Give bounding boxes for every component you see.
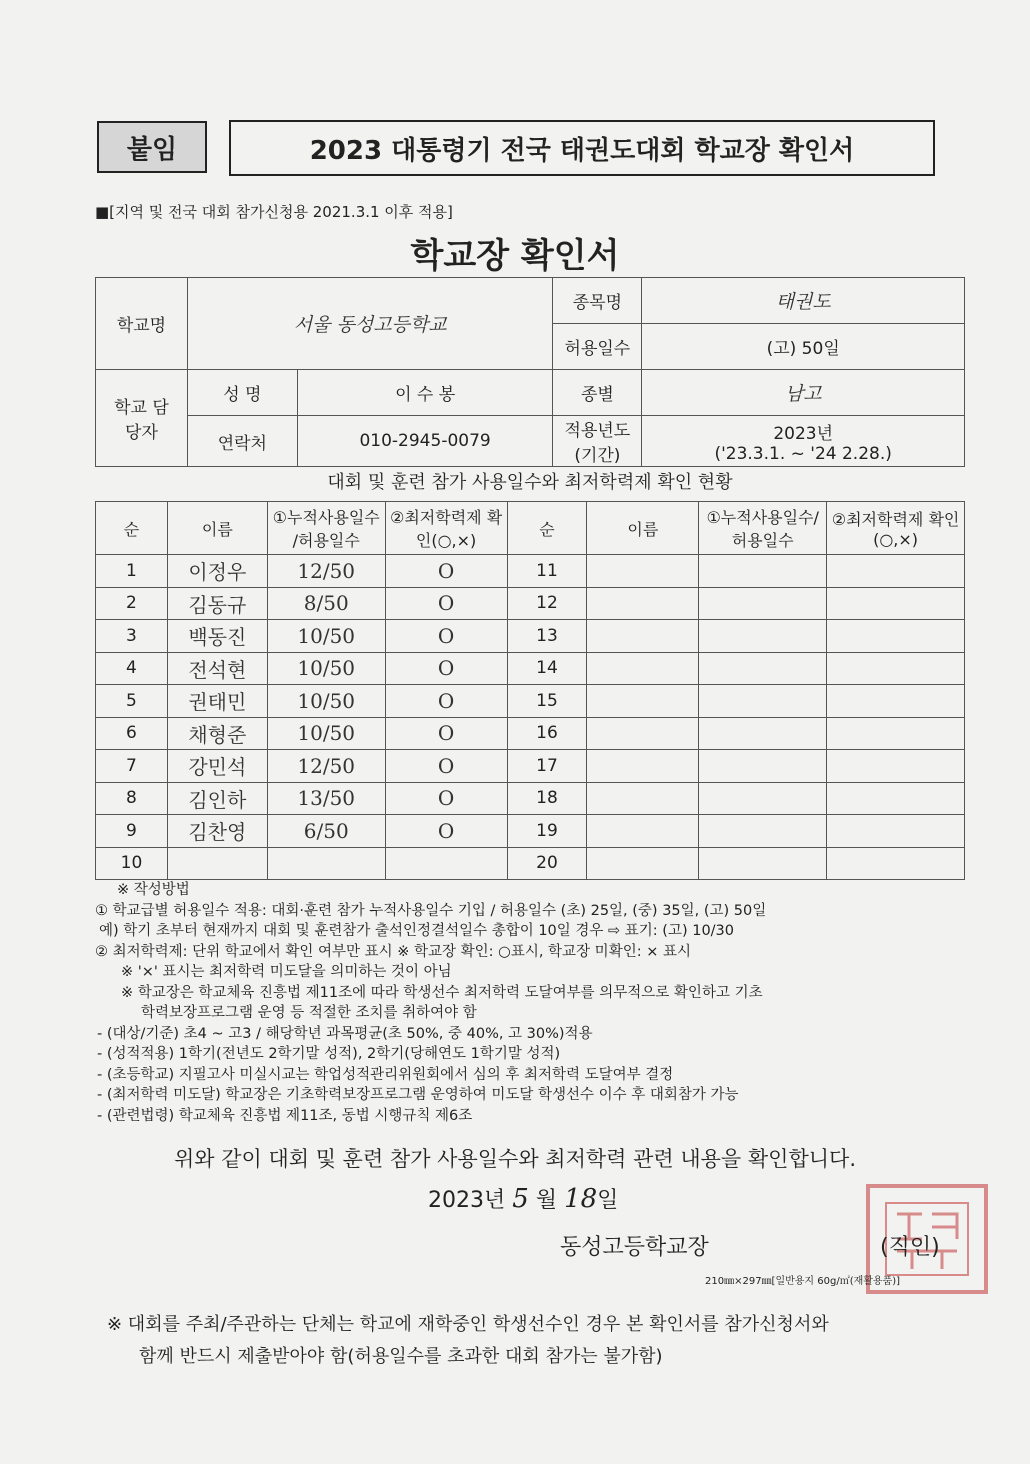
note-1b: 예) 학기 초부터 현재까지 대회 및 훈련참가 출석인정결석일수 총합이 10일 경우 ⇨ 표기: (고) 10/30	[99, 923, 735, 939]
row-name: 이정우	[167, 555, 267, 588]
row-name-right	[587, 652, 699, 685]
row-days: 10/50	[267, 717, 385, 750]
row-name: 김인하	[167, 782, 267, 815]
header-days-right: ①누적사용일수/ 허용일수	[699, 502, 827, 555]
row-min	[385, 847, 507, 880]
row-no-right: 14	[507, 652, 587, 685]
table-row	[96, 685, 965, 718]
row-name: 백동진	[167, 620, 267, 653]
row-name: 김찬영	[167, 815, 267, 848]
header-min-right: ②최저학력제 확인(○,×)	[827, 502, 965, 555]
row-days-right	[699, 555, 827, 588]
row-days-right	[699, 652, 827, 685]
footer-line-1: ※ 대회를 주최/주관하는 단체는 학교에 재학중인 학생선수인 경우 본 확인서를 참가신청서와	[107, 1314, 829, 1335]
row-min-right	[827, 847, 965, 880]
row-days-right	[699, 620, 827, 653]
note-2: ② 최저학력제: 단위 학교에서 확인 여부만 표시 ※ 학교장 확인: ○표시, 학교장 미확인: × 표시	[95, 943, 691, 960]
row-days: 12/50	[267, 555, 385, 588]
row-name-right	[587, 587, 699, 620]
manager-name-label: 성 명	[187, 370, 297, 416]
date-day-label: 일	[597, 1188, 619, 1213]
table-row	[96, 587, 965, 620]
row-min-right	[827, 555, 965, 588]
row-days-right	[699, 847, 827, 880]
row-name-right	[587, 555, 699, 588]
school-name-label: 학교명	[96, 278, 188, 370]
row-name: 전석현	[167, 652, 267, 685]
row-days-right	[699, 587, 827, 620]
event-label: 종목명	[553, 278, 642, 324]
row-name: 강민석	[167, 750, 267, 783]
footer-line-2: 함께 반드시 제출받아야 함(허용일수를 초과한 대회 참가는 불가함)	[139, 1346, 663, 1367]
row-name: 권태민	[167, 685, 267, 718]
year-label: 적용년도 (기간)	[553, 416, 642, 467]
row-no-right: 16	[507, 717, 587, 750]
date-month: 5	[512, 1184, 529, 1214]
row-name-right	[587, 717, 699, 750]
row-no-right: 19	[507, 815, 587, 848]
note-1a: ① 학교급별 허용일수 적용: 대회·훈련 참가 누적사용일수 기입 / 허용일수 (초) 25일, (중) 35일, (고) 50일	[95, 902, 767, 919]
school-name-value: 서울 동성고등학교	[187, 278, 553, 370]
row-no-right: 12	[507, 587, 587, 620]
row-days-right	[699, 685, 827, 718]
row-name: 채형준	[167, 717, 267, 750]
attachment-badge: 붙임	[97, 121, 207, 173]
header-min: ②최저학력제 확인(○,×)	[385, 502, 507, 555]
row-min-right	[827, 782, 965, 815]
contact-value: 010-2945-0079	[297, 416, 553, 467]
row-min-right	[827, 587, 965, 620]
row-name-right	[587, 685, 699, 718]
school-info-table	[95, 277, 965, 467]
row-no-right: 15	[507, 685, 587, 718]
row-days: 12/50	[267, 750, 385, 783]
table-row	[96, 750, 965, 783]
header-name: 이름	[167, 502, 267, 555]
principal-title: 동성고등학교장	[560, 1235, 709, 1260]
row-days: 13/50	[267, 782, 385, 815]
row-days: 6/50	[267, 815, 385, 848]
row-name-right	[587, 815, 699, 848]
paper-spec: 210㎜×297㎜[일반용지 60g/㎡(재활용품)]	[705, 1276, 901, 1287]
year-period: ('23.3.1. ~ '24 2.28.)	[714, 443, 892, 464]
row-min-right	[827, 815, 965, 848]
header-days: ①누적사용일수 /허용일수	[267, 502, 385, 555]
row-min: O	[385, 587, 507, 620]
row-name: 김동규	[167, 587, 267, 620]
row-no: 9	[96, 815, 168, 848]
event-value: 태권도	[642, 278, 965, 324]
header-no: 순	[96, 502, 168, 555]
category-value: 남고	[642, 370, 965, 416]
row-min-right	[827, 652, 965, 685]
header-no-right: 순	[507, 502, 587, 555]
row-no: 2	[96, 587, 168, 620]
row-days-right	[699, 750, 827, 783]
row-min-right	[827, 620, 965, 653]
manager-label: 학교 담당자	[96, 370, 188, 467]
manager-name-value: 이 수 봉	[297, 370, 553, 416]
header-name-right: 이름	[587, 502, 699, 555]
athlete-list-table	[95, 501, 965, 880]
row-min: O	[385, 620, 507, 653]
row-no: 1	[96, 555, 168, 588]
allowed-days-value: (고) 50일	[642, 324, 965, 370]
confirmation-statement: 위와 같이 대회 및 훈련 참가 사용일수와 최저학력 관련 내용을 확인합니다.	[173, 1147, 856, 1171]
row-no: 10	[96, 847, 168, 880]
table-row	[96, 717, 965, 750]
row-min-right	[827, 685, 965, 718]
note-4a: ※ 학교장은 학교체육 진흥법 제11조에 따라 학생선수 최저학력 도달여부를 의무적으로 확인하고 기초	[121, 984, 763, 1001]
row-no: 4	[96, 652, 168, 685]
document-header-title: 2023 대통령기 전국 태권도대회 학교장 확인서	[229, 120, 935, 176]
list-title: 대회 및 훈련 참가 사용일수와 최저학력제 확인 현황	[327, 472, 733, 493]
table-row	[96, 782, 965, 815]
row-no: 7	[96, 750, 168, 783]
date-year: 2023년	[428, 1188, 506, 1213]
category-label: 종별	[553, 370, 642, 416]
writing-instructions	[95, 880, 975, 1126]
detail-3: - (초등학교) 지필고사 미실시교는 학업성적관리위원회에서 심의 후 최저학력 도달여부 결정	[97, 1066, 674, 1083]
year-cell	[642, 416, 965, 467]
row-no: 5	[96, 685, 168, 718]
table-row	[96, 847, 965, 880]
row-name	[167, 847, 267, 880]
date-month-label: 월	[535, 1188, 558, 1213]
row-days-right	[699, 717, 827, 750]
row-days-right	[699, 815, 827, 848]
row-no: 8	[96, 782, 168, 815]
note-4b: 학력보장프로그램 운영 등 적절한 조치를 취하여야 함	[141, 1005, 477, 1021]
row-min: O	[385, 717, 507, 750]
applicability-note: ■[지역 및 전국 대회 참가신청용 2021.3.1 이후 적용]	[95, 203, 453, 221]
row-days: 10/50	[267, 652, 385, 685]
row-min: O	[385, 555, 507, 588]
issue-date	[428, 1183, 618, 1214]
row-days: 10/50	[267, 620, 385, 653]
footer-note	[107, 1309, 967, 1373]
row-no-right: 18	[507, 782, 587, 815]
detail-1: - (대상/기준) 초4 ~ 고3 / 해당학년 과목평균(초 50%, 중 40%, 고 30%)적용	[97, 1025, 593, 1042]
year-value: 2023년	[773, 423, 834, 444]
notes-heading: ※ 작성방법	[117, 882, 190, 898]
detail-4: - (최저학력 미도달) 학교장은 기초학력보장프로그램 운영하여 미도달 학생선수 이수 후 대회참가 가능	[97, 1087, 739, 1103]
table-row	[96, 620, 965, 653]
table-row	[96, 652, 965, 685]
seal-label: (직인)	[880, 1235, 940, 1260]
row-no: 6	[96, 717, 168, 750]
row-min: O	[385, 685, 507, 718]
row-no-right: 13	[507, 620, 587, 653]
contact-label: 연락처	[187, 416, 297, 467]
date-day: 18	[564, 1184, 598, 1214]
row-min-right	[827, 717, 965, 750]
row-min: O	[385, 652, 507, 685]
row-name-right	[587, 782, 699, 815]
note-3: ※ '×' 표시는 최저학력 미도달을 의미하는 것이 아님	[121, 964, 452, 980]
row-min: O	[385, 815, 507, 848]
row-days: 8/50	[267, 587, 385, 620]
row-no-right: 17	[507, 750, 587, 783]
row-min-right	[827, 750, 965, 783]
row-name-right	[587, 620, 699, 653]
row-name-right	[587, 847, 699, 880]
detail-2: - (성적적용) 1학기(전년도 2학기말 성적), 2학기(당해연도 1학기말 성적)	[97, 1046, 561, 1062]
page-title: 학교장 확인서	[410, 236, 620, 276]
row-no-right: 11	[507, 555, 587, 588]
row-min: O	[385, 782, 507, 815]
allowed-days-label: 허용일수	[553, 324, 642, 370]
row-min: O	[385, 750, 507, 783]
table-row	[96, 815, 965, 848]
row-no-right: 20	[507, 847, 587, 880]
row-days	[267, 847, 385, 880]
detail-5: - (관련법령) 학교체육 진흥법 제11조, 동법 시행규칙 제6조	[97, 1107, 473, 1124]
row-no: 3	[96, 620, 168, 653]
row-days-right	[699, 782, 827, 815]
table-row	[96, 555, 965, 588]
row-name-right	[587, 750, 699, 783]
row-days: 10/50	[267, 685, 385, 718]
